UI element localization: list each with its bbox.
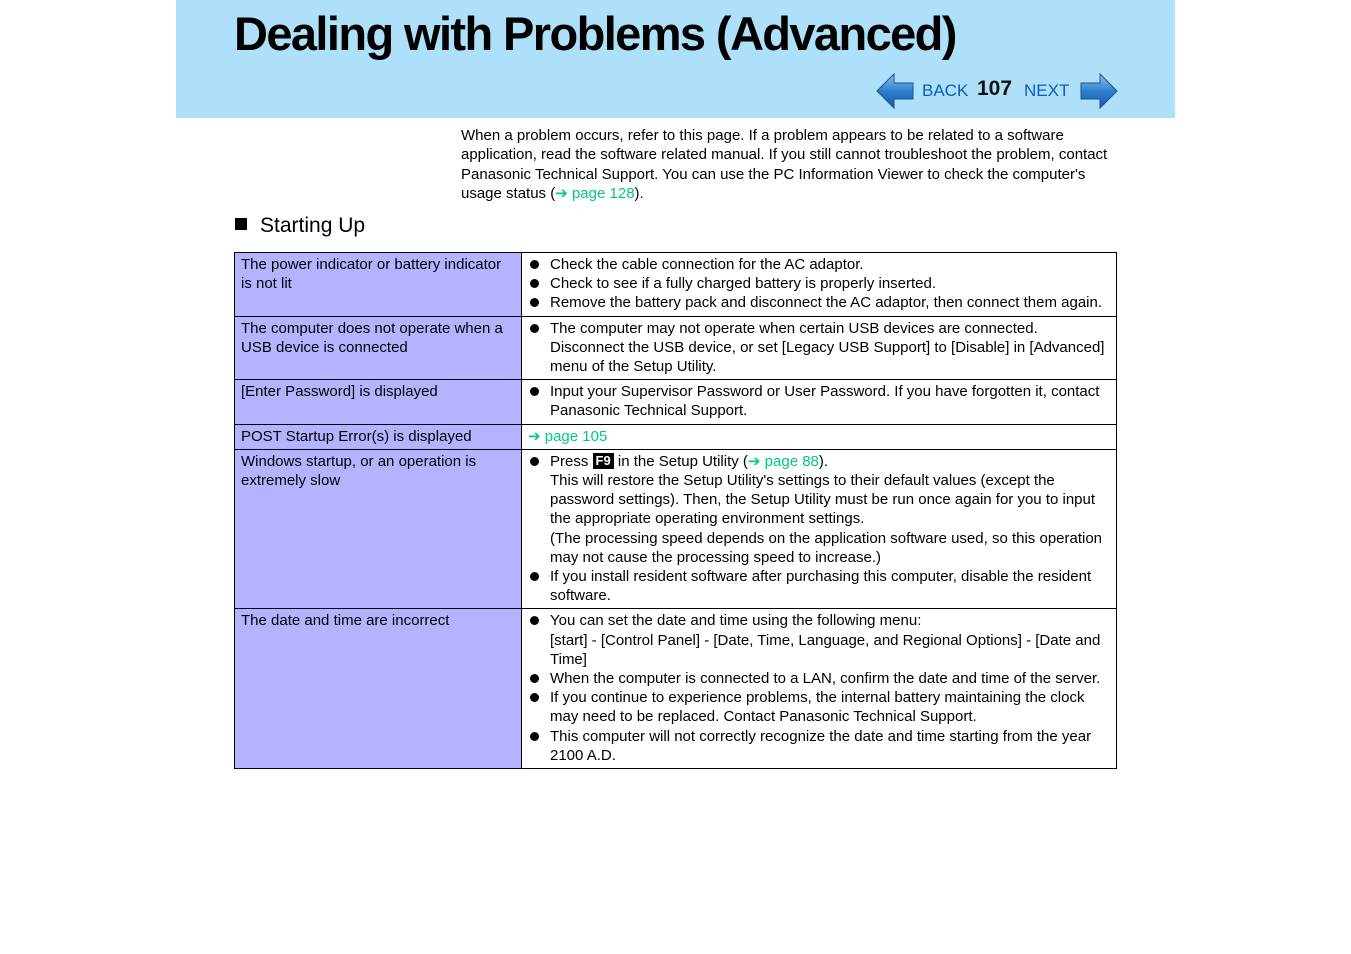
list-item: If you install resident software after purchasing this computer, disable the resident software.	[528, 567, 1110, 605]
speed-note: (The processing speed depends on the application software used, so this operation may not cause the processing speed to increase.)	[550, 529, 1103, 566]
list-item: This computer will not correctly recognize the date and time starting from the year 2100 A.D.	[528, 727, 1110, 765]
section-title: Starting Up	[260, 214, 366, 237]
back-arrow-icon[interactable]	[876, 72, 914, 110]
troubleshooting-table	[234, 252, 1117, 769]
setup-utility-text: in the Setup Utility (	[613, 452, 748, 470]
right-arrow-icon: ➔	[747, 452, 761, 470]
page-88-link[interactable]: page 88	[764, 452, 819, 470]
list-item: If you continue to experience problems, the internal battery maintaining the clock may need to be replaced. Contact Panasonic Technical Support.	[528, 688, 1110, 726]
list-item: Remove the battery pack and disconnect the AC adaptor, then connect them again.	[528, 293, 1110, 312]
press-text: Press	[550, 452, 593, 470]
closing-text: ).	[818, 452, 829, 470]
back-link[interactable]: BACK	[922, 81, 969, 100]
table-row	[235, 380, 1117, 424]
problem-cell: The date and time are incorrect	[235, 609, 522, 769]
solution-cell	[522, 316, 1117, 380]
problem-cell: The computer does not operate when a USB device is connected	[235, 316, 522, 380]
list-item	[528, 452, 1110, 567]
list-item: The computer may not operate when certain USB devices are connected. Disconnect the USB device, or set [Legacy USB Support] to [Disable] in [Advanced] menu of the Setup Utility.	[528, 319, 1110, 377]
solution-cell	[522, 449, 1117, 609]
problem-cell: POST Startup Error(s) is displayed	[235, 424, 522, 449]
problem-cell: The power indicator or battery indicator is not lit	[235, 253, 522, 317]
table-row	[235, 609, 1117, 769]
next-arrow-icon[interactable]	[1080, 72, 1118, 110]
list-item: Input your Supervisor Password or User Password. If you have forgotten it, contact Panasonic Technical Support.	[528, 382, 1110, 420]
f9-key-icon: F9	[593, 453, 614, 469]
problem-cell: [Enter Password] is displayed	[235, 380, 522, 424]
list-item: Check to see if a fully charged battery is properly inserted.	[528, 274, 1110, 293]
intro-text: When a problem occurs, refer to this page. If a problem appears to be related to a software application, read the software related manual. If you still cannot troubleshoot the problem, contact Panasonic Technical Support. You can use the PC Information Viewer to check the computer's usage status (	[461, 127, 1108, 202]
list-item	[528, 611, 1110, 669]
table-row	[235, 449, 1117, 609]
list-item: Check the cable connection for the AC adaptor.	[528, 255, 1110, 274]
page-navigation	[876, 72, 1118, 110]
solution-cell	[522, 253, 1117, 317]
table-row	[235, 424, 1117, 449]
intro-end: ).	[634, 184, 644, 202]
right-arrow-icon: ➔	[555, 184, 568, 202]
page-header	[176, 0, 1175, 118]
problem-cell: Windows startup, or an operation is extremely slow	[235, 449, 522, 609]
restore-note: This will restore the Setup Utility's settings to their default values (except the password settings). Then, the Setup Utility must be run once again for you to input the appropriate operating environment settings.	[550, 472, 1096, 528]
solution-cell	[522, 609, 1117, 769]
next-link[interactable]: NEXT	[1024, 81, 1070, 100]
table-row	[235, 253, 1117, 317]
page-105-link[interactable]: page 105	[544, 427, 608, 445]
menu-path: [start] - [Control Panel] - [Date, Time, Language, and Regional Options] - [Date and Time]	[550, 631, 1101, 668]
menu-intro: You can set the date and time using the following menu:	[550, 612, 922, 630]
solution-cell	[522, 424, 1117, 449]
intro-paragraph	[461, 126, 1121, 203]
table-row	[235, 316, 1117, 380]
page-number: 107	[977, 77, 1013, 100]
section-heading	[235, 214, 365, 238]
page-title: Dealing with Problems (Advanced)	[234, 7, 956, 60]
square-bullet-icon	[235, 218, 247, 230]
page-128-link[interactable]: page 128	[571, 184, 635, 202]
list-item: When the computer is connected to a LAN, confirm the date and time of the server.	[528, 669, 1110, 688]
right-arrow-icon: ➔	[528, 427, 541, 445]
solution-cell	[522, 380, 1117, 424]
